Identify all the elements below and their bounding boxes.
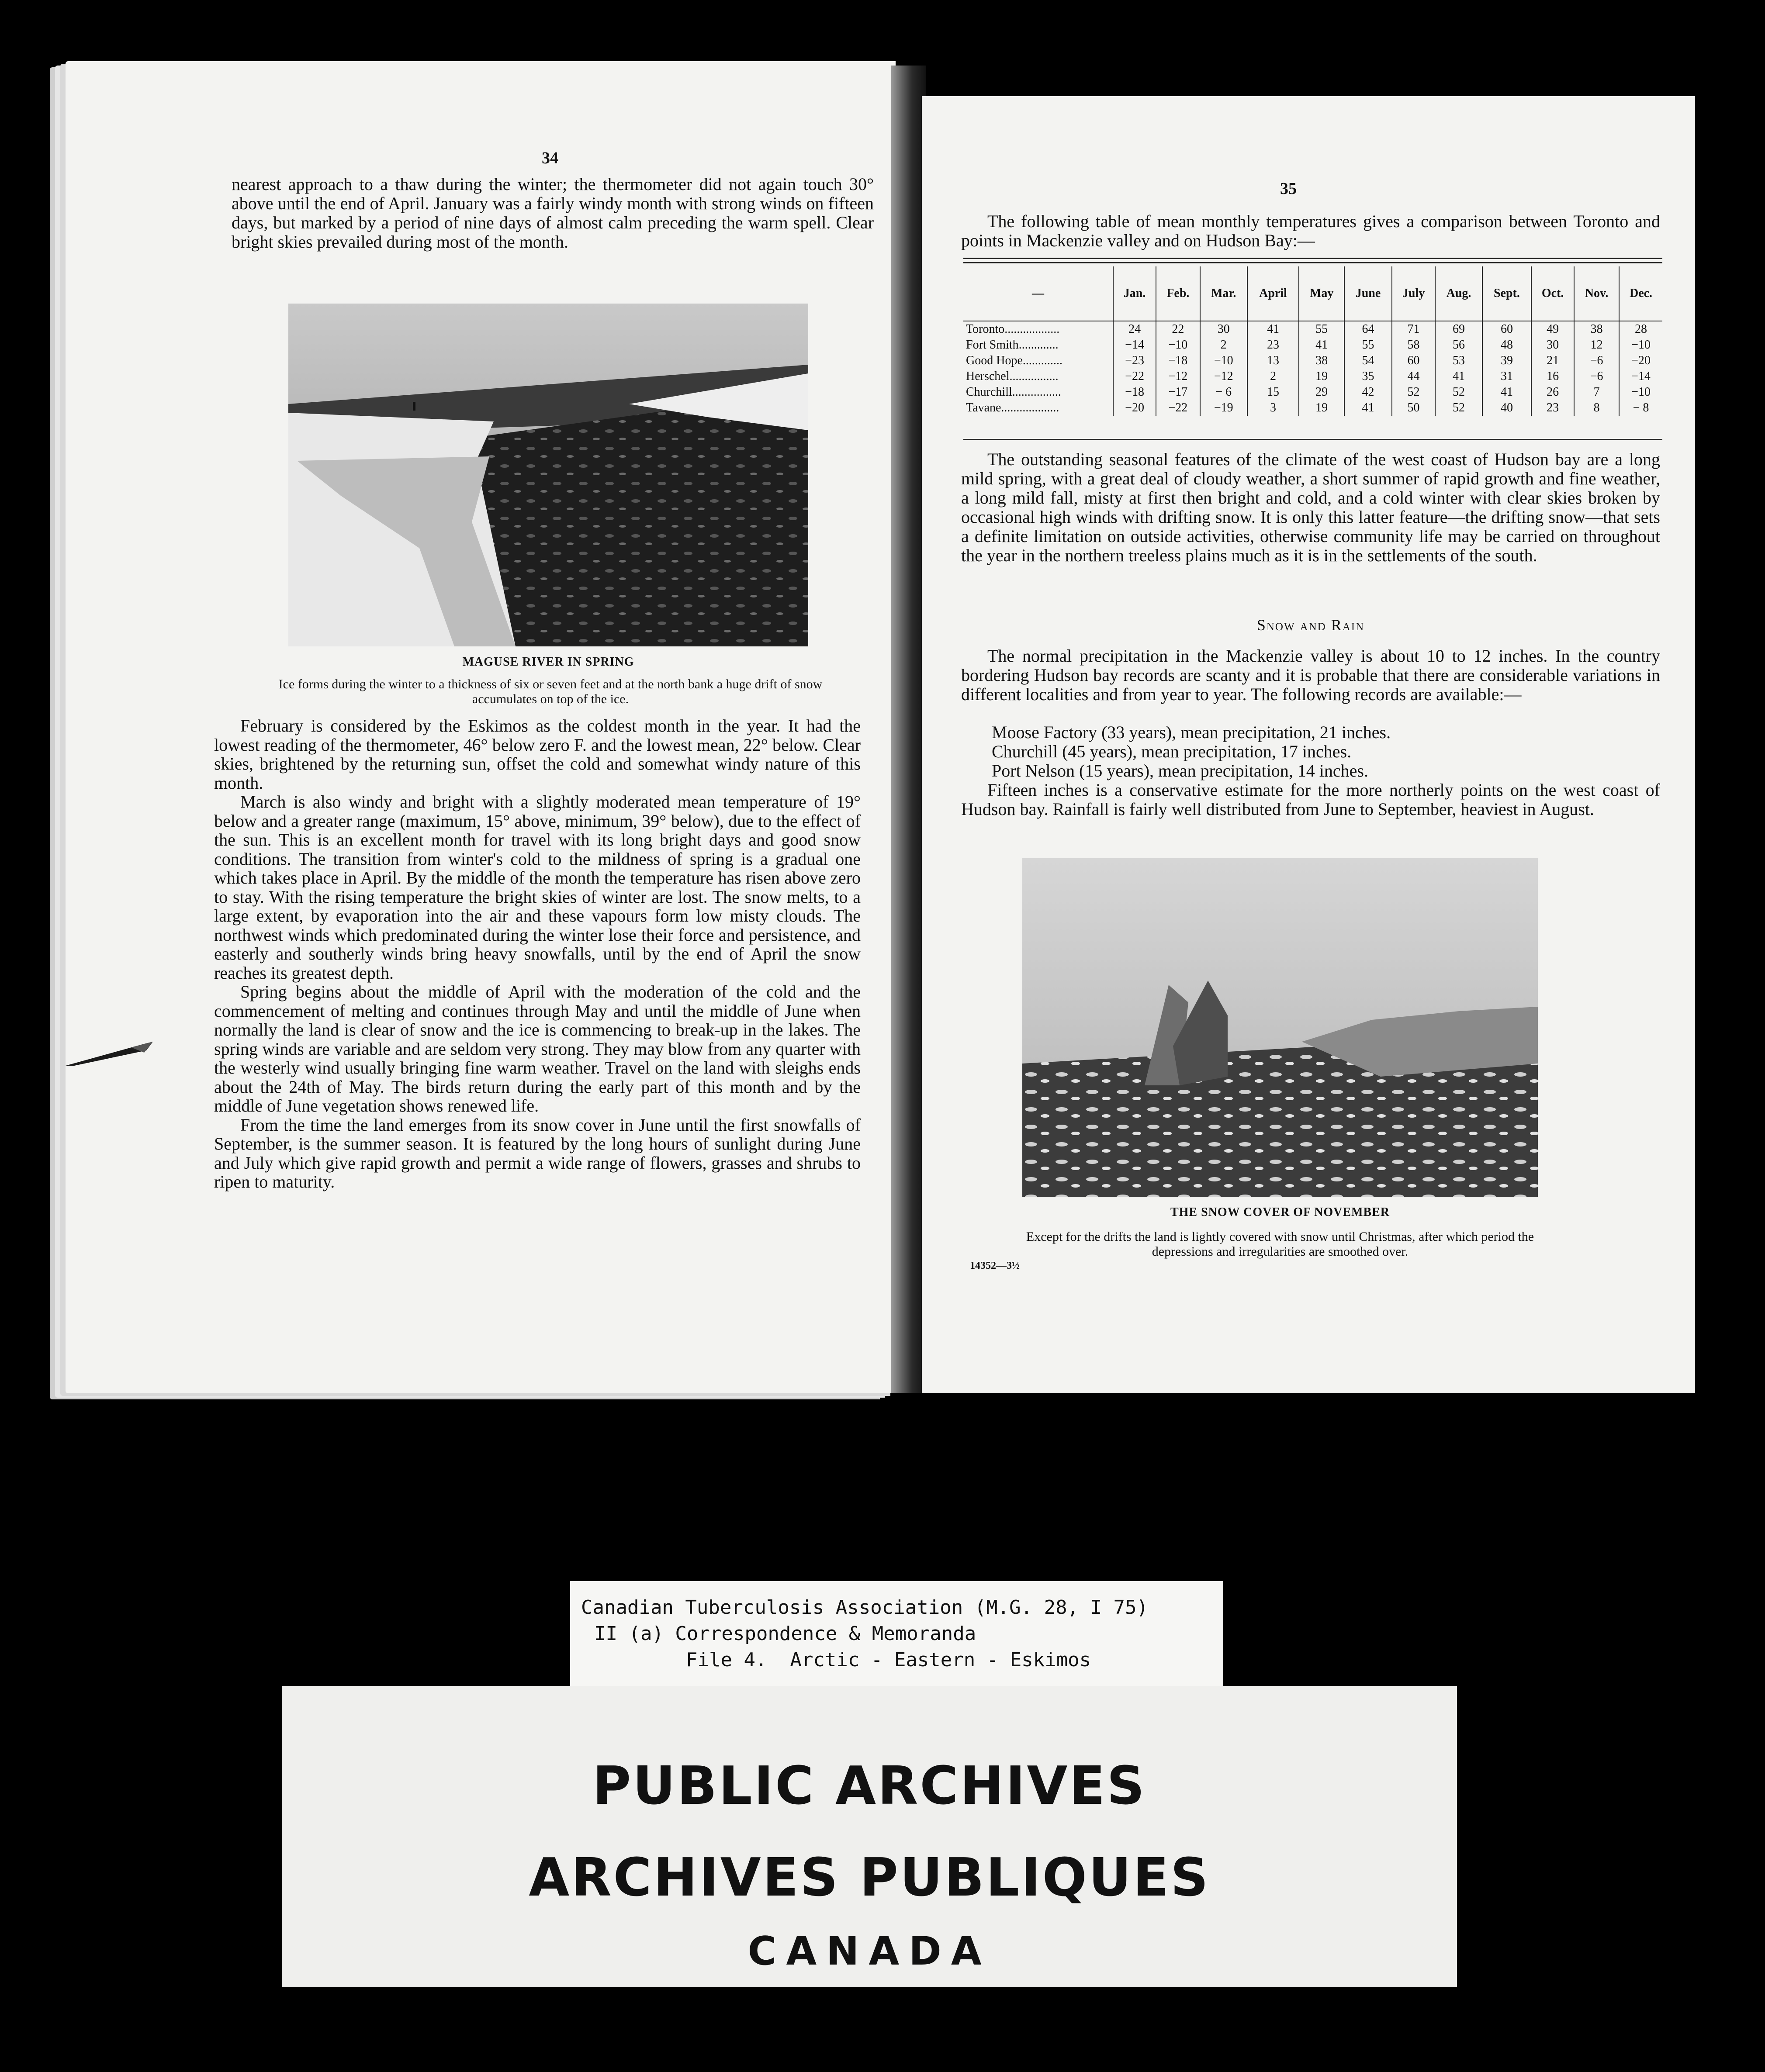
paragraph: The following table of mean monthly temperatures gives a comparison between Toronto and points in Mackenzie valley and on Hudson Bay:— bbox=[961, 211, 1660, 250]
table-cell: −6 bbox=[1574, 369, 1619, 384]
paragraph: The outstanding seasonal features of the climate of the west coast of Hudson bay are a long mild spring, with a great deal of cloudy weather, a short summer of rapid growth and fine weather, a long mild fall, misty at first then bright and cold, and a cold winter with clear skies broken by occasional high winds with drifting snow. It is only this latter feature—the drifting snow—that sets a definite limitation on outside activities, otherwise community life may be carried on throughout the year in the northern treeless plains much as it is in the settlements of the south. bbox=[961, 449, 1660, 565]
table-bottom-rule bbox=[963, 439, 1662, 440]
table-cell: −12 bbox=[1200, 369, 1247, 384]
table-corner: — bbox=[963, 266, 1113, 321]
table-row bbox=[963, 400, 1662, 416]
paragraph: The normal precipitation in the Mackenzie valley is about 10 to 12 inches. In the country bordering Hudson bay records are scanty and it is probable that there are considerable variations in different localities and from year to year. The following records are available:— bbox=[961, 646, 1660, 704]
table-cell: 22 bbox=[1156, 321, 1200, 337]
precip-record: Churchill (45 years), mean precipitation, 17 inches. bbox=[992, 742, 1352, 761]
archive-label-line1: Canadian Tuberculosis Association (M.G. 28, I 75) bbox=[581, 1596, 1149, 1619]
table-cell: 2 bbox=[1247, 369, 1299, 384]
printer-mark: 14352—3½ bbox=[970, 1260, 1020, 1271]
table-cell: 71 bbox=[1392, 321, 1435, 337]
precip-records bbox=[992, 723, 1647, 780]
snow-cover-image bbox=[1022, 858, 1538, 1197]
photo-caption-title: MAGUSE RIVER IN SPRING bbox=[462, 655, 634, 669]
table-cell: 49 bbox=[1531, 321, 1574, 337]
table-cell: −18 bbox=[1113, 384, 1156, 400]
table-cell: 16 bbox=[1531, 369, 1574, 384]
table-cell: −10 bbox=[1619, 337, 1662, 353]
table-top-rule-2 bbox=[963, 262, 1662, 263]
table-cell: 35 bbox=[1344, 369, 1392, 384]
table-cell: 26 bbox=[1531, 384, 1574, 400]
table-cell: 44 bbox=[1392, 369, 1435, 384]
table-cell: 3 bbox=[1247, 400, 1299, 416]
paragraph-spring: Spring begins about the middle of April with the moderation of the cold and the commencement of melting and continues through May and until the middle of June when normally the land is clear of snow and the ice is commencing to break-up in the lakes. The spring winds are variable and are seldom very strong. They may blow from any quarter with the westerly wind usually bringing fine warm weather. Travel on the land with sleighs ends about the 24th of May. The birds return during the early part of this month and by the middle of June vegetation shows renewed life. bbox=[214, 982, 861, 1115]
book-gutter bbox=[891, 66, 926, 1393]
intro-paragraph bbox=[232, 175, 874, 252]
table-cell: 69 bbox=[1435, 321, 1482, 337]
table-cell: 7 bbox=[1574, 384, 1619, 400]
table-cell: −17 bbox=[1156, 384, 1200, 400]
col-header: Mar. bbox=[1200, 266, 1247, 321]
table-cell: 21 bbox=[1531, 353, 1574, 369]
table-cell: −12 bbox=[1156, 369, 1200, 384]
col-header: June bbox=[1344, 266, 1392, 321]
col-header: Aug. bbox=[1435, 266, 1482, 321]
col-header: April bbox=[1247, 266, 1299, 321]
table-row bbox=[963, 337, 1662, 353]
table-cell: 13 bbox=[1247, 353, 1299, 369]
table-cell: 15 bbox=[1247, 384, 1299, 400]
col-header: Oct. bbox=[1531, 266, 1574, 321]
col-header: May bbox=[1299, 266, 1344, 321]
table-cell: 42 bbox=[1344, 384, 1392, 400]
row-place: Churchill................ bbox=[966, 385, 1061, 399]
table-cell: 38 bbox=[1574, 321, 1619, 337]
table-cell: 52 bbox=[1392, 384, 1435, 400]
table-cell: 41 bbox=[1299, 337, 1344, 353]
table-cell: 30 bbox=[1531, 337, 1574, 353]
table-cell: 30 bbox=[1200, 321, 1247, 337]
table-cell: 56 bbox=[1435, 337, 1482, 353]
row-place: Good Hope............. bbox=[966, 354, 1062, 367]
table-cell: 38 bbox=[1299, 353, 1344, 369]
table-cell: −10 bbox=[1156, 337, 1200, 353]
paragraph-march: March is also windy and bright with a slightly moderated mean temperature of 19° below and a greater range (maximum, 15° above, minimum, 39° below), due to the effect of the sun. This is an excellent month for travel with its long bright days and good snow conditions. The transition from winter's cold to the mildness of spring is a gradual one which takes place in April. By the middle of the month the temperature has risen above zero to stay. With the rising temperature the bright skies of winter are lost. The snow melts, to a large extent, by evaporation into the air and these vapours form low misty clouds. The northwest winds which predominated during the winter lose their force and persistence, and easterly and southerly winds bring heavy snowfalls, until by the end of April the snow reaches its greatest depth. bbox=[214, 792, 861, 983]
table-cell: 55 bbox=[1299, 321, 1344, 337]
archive-label bbox=[570, 1581, 1223, 1686]
archive-label-line2: II (a) Correspondence & Memoranda bbox=[594, 1623, 976, 1645]
table-cell: 53 bbox=[1435, 353, 1482, 369]
table-cell: 48 bbox=[1482, 337, 1531, 353]
table-row bbox=[963, 321, 1662, 337]
col-header: Dec. bbox=[1619, 266, 1662, 321]
table-cell: 50 bbox=[1392, 400, 1435, 416]
paragraph-february: February is considered by the Eskimos as the coldest month in the year. It had the lowest reading of the thermometer, 46° below zero F. and the lowest mean, 22° below. Clear skies, brightened by the returning sun, offset the cold and somewhat windy nature of this month. bbox=[214, 716, 861, 793]
climate-paragraph bbox=[961, 450, 1660, 565]
table-cell: 23 bbox=[1247, 337, 1299, 353]
table-cell: 41 bbox=[1435, 369, 1482, 384]
pencil-tip-icon bbox=[66, 1039, 153, 1066]
table-cell: −14 bbox=[1113, 337, 1156, 353]
photo-caption-text: Ice forms during the winter to a thickness of six or seven feet and at the north bank a huge drift of snow accumulates on top of the ice. bbox=[278, 677, 823, 706]
table-cell: 60 bbox=[1392, 353, 1435, 369]
table-cell: −22 bbox=[1156, 400, 1200, 416]
table-cell: 2 bbox=[1200, 337, 1247, 353]
table-cell: 31 bbox=[1482, 369, 1531, 384]
table-row bbox=[963, 353, 1662, 369]
col-header: Feb. bbox=[1156, 266, 1200, 321]
table-cell: 8 bbox=[1574, 400, 1619, 416]
precip-record: Moose Factory (33 years), mean precipitation, 21 inches. bbox=[992, 722, 1391, 742]
stamp-line3: CANADA bbox=[748, 1928, 991, 1974]
table-cell: − 6 bbox=[1200, 384, 1247, 400]
col-header: Jan. bbox=[1113, 266, 1156, 321]
temperature-table bbox=[963, 266, 1662, 416]
table-cell: 29 bbox=[1299, 384, 1344, 400]
table-cell: −18 bbox=[1156, 353, 1200, 369]
page-number: 35 bbox=[1280, 180, 1297, 198]
table-intro bbox=[961, 212, 1660, 250]
table-cell: −10 bbox=[1619, 384, 1662, 400]
table-row bbox=[963, 369, 1662, 384]
table-cell: 52 bbox=[1435, 400, 1482, 416]
left-page bbox=[66, 61, 896, 1393]
table-cell: 24 bbox=[1113, 321, 1156, 337]
table-cell: −6 bbox=[1574, 353, 1619, 369]
body-text bbox=[214, 716, 861, 1191]
paragraph-summer: From the time the land emerges from its snow cover in June until the first snowfalls of September, is the summer season. It is featured by the long hours of sunlight during June and July which give rapid growth and permit a wide range of flowers, grasses and shrubs to ripen to maturity. bbox=[214, 1115, 861, 1191]
table-cell: 52 bbox=[1435, 384, 1482, 400]
table-cell: − 8 bbox=[1619, 400, 1662, 416]
stamp-line2: ARCHIVES PUBLIQUES bbox=[529, 1848, 1210, 1908]
table-cell: −10 bbox=[1200, 353, 1247, 369]
archive-label-line3: File 4. Arctic - Eastern - Eskimos bbox=[686, 1649, 1091, 1671]
col-header: July bbox=[1392, 266, 1435, 321]
row-place: Fort Smith............. bbox=[966, 338, 1059, 352]
table-cell: 12 bbox=[1574, 337, 1619, 353]
precip-paragraph bbox=[961, 646, 1660, 704]
paragraph: nearest approach to a thaw during the winter; the thermometer did not again touch 30° above until the end of April. January was a fairly windy month with strong winds on fifteen days, but marked by a period of nine days of almost calm preceding the warm spell. Clear bright skies prevailed during most of the month. bbox=[232, 174, 874, 252]
paragraph: Fifteen inches is a conservative estimate for the more northerly points on the west coast of Hudson bay. Rainfall is fairly well distributed from June to September, heaviest in August. bbox=[961, 780, 1660, 819]
section-heading: Snow and Rain bbox=[1256, 616, 1365, 634]
table-cell: −20 bbox=[1113, 400, 1156, 416]
page-number: 34 bbox=[542, 149, 558, 167]
table-cell: 60 bbox=[1482, 321, 1531, 337]
table-cell: −22 bbox=[1113, 369, 1156, 384]
table-cell: 58 bbox=[1392, 337, 1435, 353]
table-cell: 39 bbox=[1482, 353, 1531, 369]
right-page bbox=[922, 96, 1695, 1393]
table-cell: 41 bbox=[1344, 400, 1392, 416]
table-cell: 54 bbox=[1344, 353, 1392, 369]
row-place: Herschel................ bbox=[966, 370, 1059, 383]
table-cell: 41 bbox=[1482, 384, 1531, 400]
fifteen-paragraph bbox=[961, 780, 1660, 819]
table-row bbox=[963, 384, 1662, 400]
table-top-rule bbox=[963, 258, 1662, 259]
col-header: Nov. bbox=[1574, 266, 1619, 321]
table-cell: 23 bbox=[1531, 400, 1574, 416]
table-cell: 55 bbox=[1344, 337, 1392, 353]
table-cell: 40 bbox=[1482, 400, 1531, 416]
table-cell: 19 bbox=[1299, 369, 1344, 384]
table-cell: 19 bbox=[1299, 400, 1344, 416]
photo-caption-text: Except for the drifts the land is lightly covered with snow until Christmas, after which period the depressions and irregularities are smoothed over. bbox=[1026, 1229, 1534, 1259]
table-cell: 41 bbox=[1247, 321, 1299, 337]
stamp-line1: PUBLIC ARCHIVES bbox=[592, 1756, 1146, 1816]
table-cell: −20 bbox=[1619, 353, 1662, 369]
snow-cover-photo bbox=[1022, 858, 1538, 1197]
archive-stamp bbox=[282, 1686, 1457, 1987]
precip-record: Port Nelson (15 years), mean precipitation, 14 inches. bbox=[992, 761, 1368, 780]
table-cell: 28 bbox=[1619, 321, 1662, 337]
maguse-river-image bbox=[288, 304, 808, 646]
table-cell: −23 bbox=[1113, 353, 1156, 369]
table-cell: −19 bbox=[1200, 400, 1247, 416]
photo-caption-title: THE SNOW COVER OF NOVEMBER bbox=[1170, 1205, 1390, 1219]
row-place: Toronto.................. bbox=[966, 322, 1060, 336]
maguse-river-photo bbox=[288, 304, 808, 646]
table-cell: −14 bbox=[1619, 369, 1662, 384]
col-header: Sept. bbox=[1482, 266, 1531, 321]
row-place: Tavane................... bbox=[966, 401, 1059, 414]
table-cell: 64 bbox=[1344, 321, 1392, 337]
